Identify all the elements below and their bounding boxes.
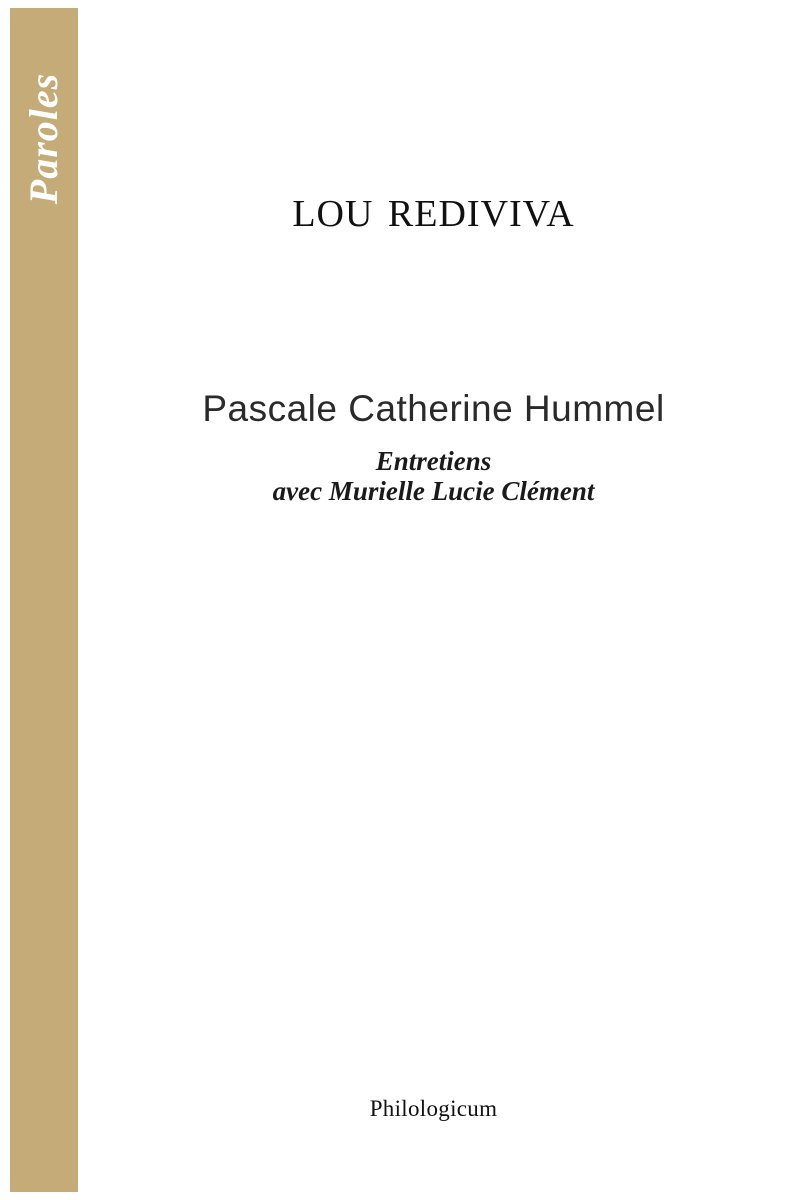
- page-edge-bottom: [0, 1192, 799, 1200]
- page-edge-right: [789, 0, 799, 1200]
- series-label-text: Paroles: [21, 72, 67, 204]
- page-edge-left: [0, 0, 10, 1200]
- book-subtitle: [78, 446, 789, 506]
- book-subtitle-line-1: Entretiens: [375, 446, 492, 476]
- book-subtitle-line-2: avec Murielle Lucie Clément: [272, 476, 595, 507]
- publisher-name: Philologicum: [369, 1096, 498, 1121]
- cover-front-field: [78, 8, 789, 1192]
- page-edge-top: [0, 0, 799, 8]
- book-title: lou rediviva: [292, 178, 575, 238]
- book-author: Pascale Catherine Hummel: [202, 388, 665, 429]
- series-label: [10, 8, 78, 268]
